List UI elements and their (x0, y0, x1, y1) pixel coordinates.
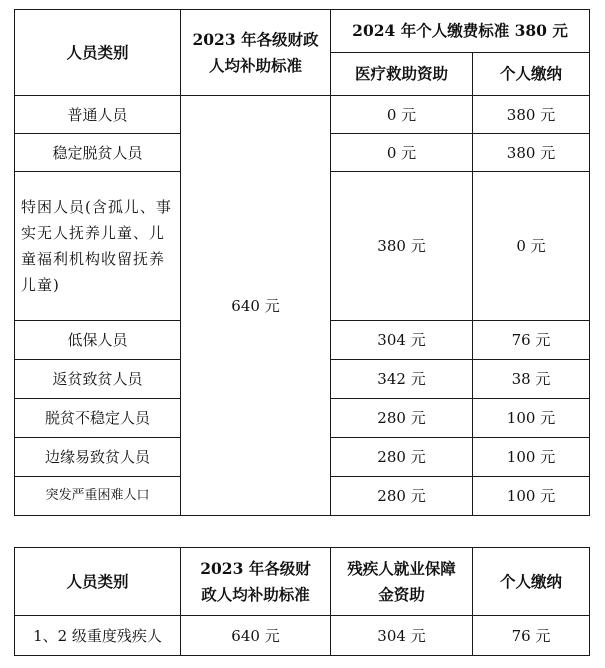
category-cell: 低保人员 (15, 321, 181, 360)
personal-cell: 38 元 (473, 360, 590, 399)
header-subsidy: 2023 年各级财政人均补助标准 (181, 10, 331, 96)
personal-cell: 0 元 (473, 172, 590, 321)
personal-cell: 76 元 (473, 321, 590, 360)
disability-table (14, 547, 590, 656)
medical-aid-cell: 304 元 (331, 321, 473, 360)
header-subsidy: 2023 年各级财政人均补助标准 (181, 548, 331, 616)
header-category: 人员类别 (15, 10, 181, 96)
personal-cell: 100 元 (473, 399, 590, 438)
subsidy-cell: 640 元 (181, 96, 331, 516)
header-disability-fund: 残疾人就业保障金资助 (331, 548, 473, 616)
contribution-table (14, 9, 590, 516)
category-cell: 特困人员(含孤儿、事实无人抚养儿童、儿童福利机构收留抚养儿童) (15, 172, 181, 321)
personal-cell: 380 元 (473, 96, 590, 134)
personal-cell: 380 元 (473, 134, 590, 172)
medical-aid-cell: 380 元 (331, 172, 473, 321)
disability-fund-cell: 304 元 (331, 616, 473, 656)
header-standard: 2024 年个人缴费标准 380 元 (331, 10, 590, 53)
header-medical-aid: 医疗救助资助 (331, 53, 473, 96)
personal-cell: 100 元 (473, 438, 590, 477)
category-cell: 返贫致贫人员 (15, 360, 181, 399)
category-cell: 突发严重困难人口 (15, 477, 181, 516)
header-category: 人员类别 (15, 548, 181, 616)
medical-aid-cell: 342 元 (331, 360, 473, 399)
personal-cell: 100 元 (473, 477, 590, 516)
category-cell: 边缘易致贫人员 (15, 438, 181, 477)
table-row (15, 616, 590, 656)
category-cell: 普通人员 (15, 96, 181, 134)
header-personal: 个人缴纳 (473, 53, 590, 96)
medical-aid-cell: 280 元 (331, 477, 473, 516)
medical-aid-cell: 0 元 (331, 134, 473, 172)
table-row (15, 96, 590, 134)
subsidy-cell: 640 元 (181, 616, 331, 656)
category-cell: 稳定脱贫人员 (15, 134, 181, 172)
medical-aid-cell: 0 元 (331, 96, 473, 134)
category-cell: 脱贫不稳定人员 (15, 399, 181, 438)
header-personal: 个人缴纳 (473, 548, 590, 616)
medical-aid-cell: 280 元 (331, 399, 473, 438)
medical-aid-cell: 280 元 (331, 438, 473, 477)
category-cell: 1、2 级重度残疾人 (15, 616, 181, 656)
personal-cell: 76 元 (473, 616, 590, 656)
